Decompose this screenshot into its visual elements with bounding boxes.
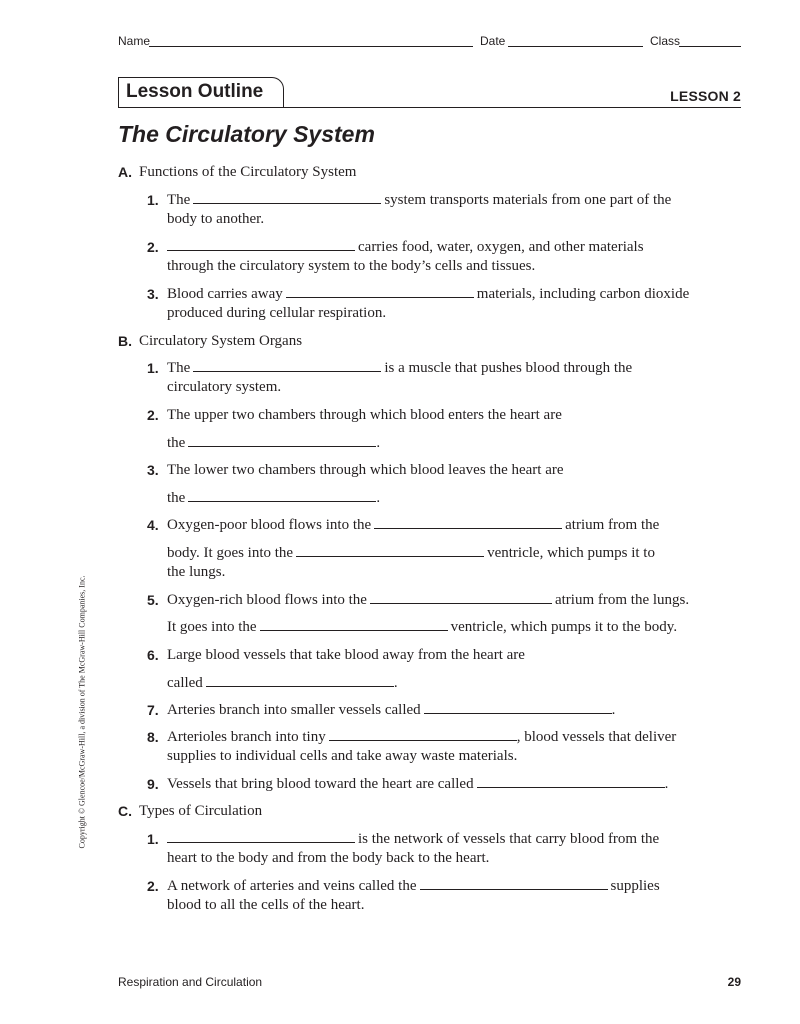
section-title: Circulatory System Organs [139,333,303,349]
section-b-heading [0,331,800,351]
item-number: 1. [147,360,159,376]
item-b3 [0,460,800,508]
date-label: Date [480,34,506,48]
item-number: 1. [147,192,159,208]
item-b5 [0,590,800,638]
item-text: circulatory system. [167,379,282,395]
item-number: 9. [147,776,159,792]
item-text: The [167,360,191,376]
answer-blank[interactable] [296,544,484,557]
item-number: 1. [147,831,159,847]
item-text: ventricle, which pumps it to [487,545,655,561]
item-text: The upper two chambers through which blood enters the heart are [167,407,562,423]
item-a2 [0,237,800,277]
item-text: Arterioles branch into tiny [167,729,326,745]
item-text: . [664,776,669,792]
answer-blank[interactable] [193,191,381,204]
answer-blank[interactable] [167,238,355,251]
item-a1 [0,190,800,230]
item-text: atrium from the [565,517,660,533]
answer-blank[interactable] [424,701,612,714]
item-c2 [0,876,800,916]
item-text: , blood vessels that deliver [516,729,677,745]
item-number: 7. [147,702,159,718]
student-info-line [118,32,741,50]
item-text: called [167,675,203,691]
item-b8 [0,727,800,767]
banner-rule [118,107,741,108]
item-text: system transports materials from one part of the [384,192,672,208]
lesson-outline-title: Lesson Outline [126,81,264,102]
item-b7 [0,700,800,720]
copyright-notice: Copyright © Glencoe/McGraw-Hill, a division of The McGraw-Hill Companies, Inc. [77,575,87,849]
item-text: Blood carries away [167,286,283,302]
answer-blank[interactable] [370,591,552,604]
item-text: blood to all the cells of the heart. [167,897,365,913]
item-text: the lungs. [167,564,226,580]
item-b6 [0,645,800,693]
item-number: 3. [147,286,159,302]
item-number: 8. [147,729,159,745]
footer-unit-title: Respiration and Circulation [118,975,263,989]
item-text: . [376,435,381,451]
name-field[interactable] [149,46,473,47]
page-number: 29 [727,975,741,989]
answer-blank[interactable] [420,877,608,890]
answer-blank[interactable] [193,359,381,372]
item-b4 [0,515,800,583]
answer-blank[interactable] [188,489,376,502]
item-text: the [167,490,186,506]
item-text: . [393,675,398,691]
item-b2 [0,405,800,453]
item-text: body to another. [167,211,265,227]
item-number: 2. [147,878,159,894]
answer-blank[interactable] [260,618,448,631]
section-c-heading [0,801,800,821]
item-text: is a muscle that pushes blood through the [384,360,633,376]
item-text: Oxygen-poor blood flows into the [167,517,372,533]
section-title: Functions of the Circulatory System [139,164,357,180]
section-title: Types of Circulation [139,803,263,819]
item-a3 [0,284,800,324]
item-text: the [167,435,186,451]
item-text: heart to the body and from the body back to the heart. [167,850,490,866]
answer-blank[interactable] [167,830,355,843]
item-text: supplies [610,878,660,894]
section-a-heading [0,162,800,182]
item-text: through the circulatory system to the body’s cells and tissues. [167,258,536,274]
name-label: Name [118,34,151,48]
class-field[interactable] [679,46,741,47]
item-b9 [0,774,800,794]
item-number: 2. [147,407,159,423]
item-text: A network of arteries and veins called the [167,878,417,894]
answer-blank[interactable] [374,516,562,529]
item-text: atrium from the lungs. [554,592,690,608]
item-text: Large blood vessels that take blood away from the heart are [167,647,525,663]
lesson-number: LESSON 2 [670,88,741,104]
item-text: ventricle, which pumps it to the body. [450,619,678,635]
answer-blank[interactable] [286,285,474,298]
answer-blank[interactable] [329,728,517,741]
item-number: 4. [147,517,159,533]
item-text: Oxygen-rich blood flows into the [167,592,367,608]
item-text: is the network of vessels that carry blood from the [358,831,660,847]
item-text: It goes into the [167,619,257,635]
item-text: . [376,490,381,506]
date-field[interactable] [508,46,643,47]
answer-blank[interactable] [477,775,665,788]
item-text: . [611,702,616,718]
item-text: The lower two chambers through which blood leaves the heart are [167,462,564,478]
item-number: 3. [147,462,159,478]
section-letter: B. [118,333,132,349]
item-number: 5. [147,592,159,608]
class-label: Class [650,34,681,48]
item-number: 2. [147,239,159,255]
item-text: Vessels that bring blood toward the heart are called [167,776,474,792]
answer-blank[interactable] [206,674,394,687]
item-text: materials, including carbon dioxide [476,286,690,302]
section-letter: A. [118,164,132,180]
item-text: produced during cellular respiration. [167,305,387,321]
item-c1 [0,829,800,869]
item-text: carries food, water, oxygen, and other materials [358,239,644,255]
item-text: body. It goes into the [167,545,294,561]
answer-blank[interactable] [188,434,376,447]
item-text: The [167,192,191,208]
page-title: The Circulatory System [118,121,375,147]
item-text: supplies to individual cells and take away waste materials. [167,748,518,764]
item-b1 [0,358,800,398]
item-text: Arteries branch into smaller vessels called [167,702,421,718]
section-letter: C. [118,803,132,819]
item-number: 6. [147,647,159,663]
